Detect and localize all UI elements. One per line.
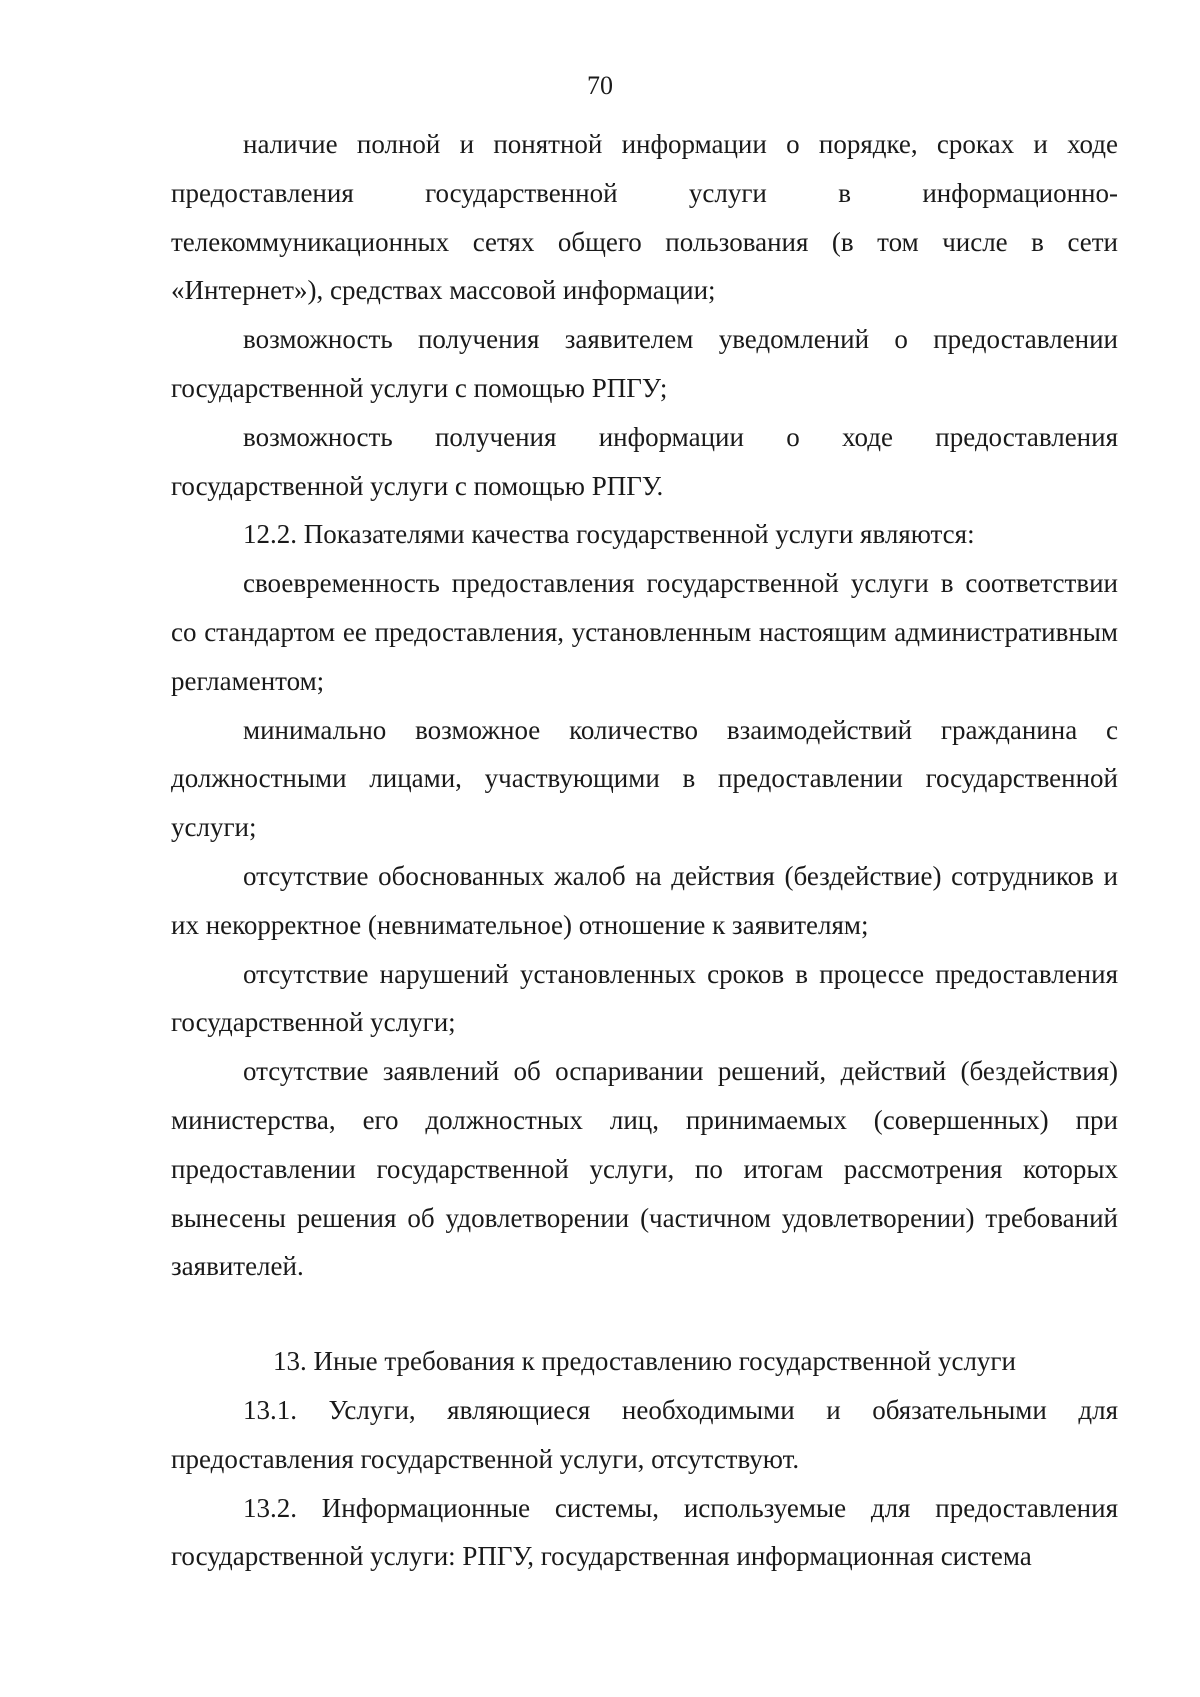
paragraph-no-deadline-violations: отсутствие нарушений установленных сроков в процессе предоставления государственной услуги; <box>171 958 1118 1038</box>
paragraph-13-2: 13.2. Информационные системы, используемые для предоставления государственной услуги: РПГУ, государственная информационная система <box>171 1492 1118 1572</box>
paragraph-quality-indicators: 12.2. Показателями качества государственной услуги являются: <box>243 519 975 550</box>
paragraph-timeliness: своевременность предоставления государственной услуги в соответствии со стандартом ее предоставления, установленным настоящим административным регламентом; <box>171 568 1118 696</box>
paragraph-notification-possibility: возможность получения заявителем уведомлений о предоставлении государственной услуги с помощью РПГУ; <box>171 324 1118 403</box>
paragraph-information-availability: наличие полной и понятной информации о порядке, сроках и ходе предоставления государственной услуги в информационно-телекоммуникационных сетях общего пользования (в том числе в сети «Интернет»), средствах массовой информации; <box>171 129 1118 306</box>
paragraph-minimal-interactions: минимально возможное количество взаимодействий гражданина с должностными лицами, участвующими в предоставлении государственной услуги; <box>171 714 1118 843</box>
section-13-heading: 13. Иные требования к предоставлению государственной услуги <box>273 1346 1016 1377</box>
paragraph-progress-information: возможность получения информации о ходе предоставления государственной услуги с помощью РПГУ. <box>171 421 1118 501</box>
paragraph-no-complaints: отсутствие обоснованных жалоб на действия (бездействие) сотрудников и их некорректное (невнимательное) отношение к заявителям; <box>171 860 1118 940</box>
page-number: 70 <box>587 71 613 100</box>
paragraph-13-1: 13.1. Услуги, являющиеся необходимыми и обязательными для предоставления государственной услуги, отсутствуют. <box>171 1394 1118 1474</box>
paragraph-no-challenges: отсутствие заявлений об оспаривании решений, действий (бездействия) министерства, его должностных лиц, принимаемых (совершенных) при предоставлении государственной услуги, по итогам рассмотрения которых вынесены решения об удовлетворении (частичном удовлетворении) требований заявителей. <box>171 1056 1118 1282</box>
document-body <box>171 120 1118 1581</box>
